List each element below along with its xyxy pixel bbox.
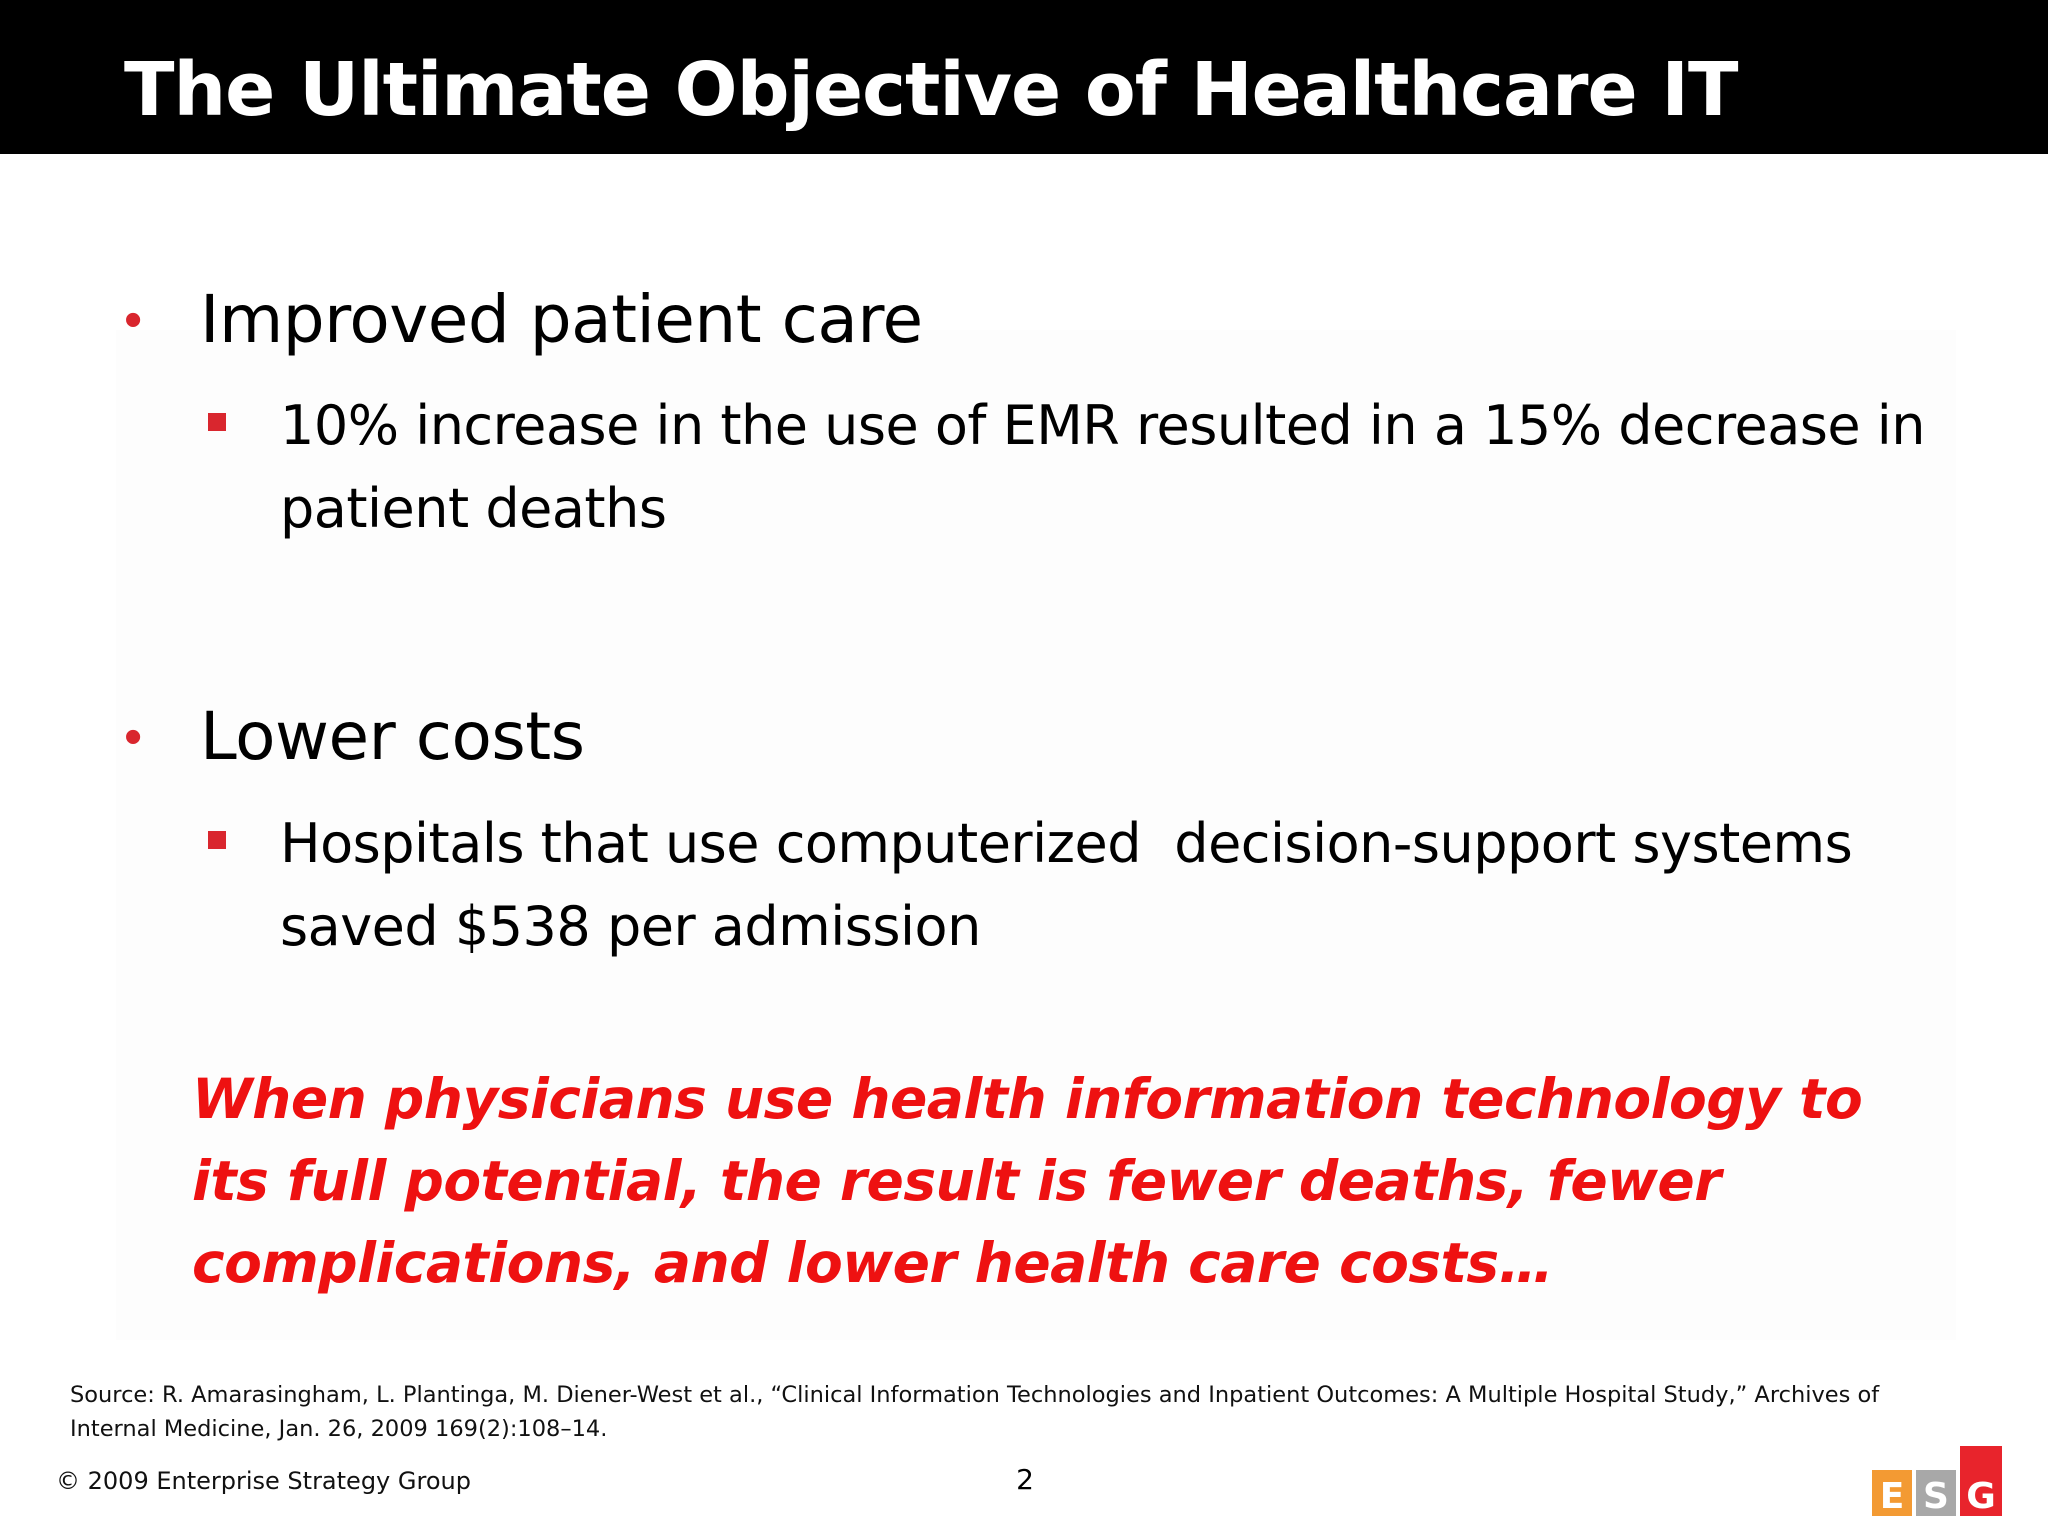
logo-letter-s: S	[1923, 1476, 1949, 1517]
highlight-quote: When physicians use health information technology to its full potential, the result is fewer deaths, fewer complications, and lower health care costs…	[192, 1067, 1863, 1295]
page-number: 2	[1016, 1463, 1034, 1496]
sub-bullet-emr-stat: 10% increase in the use of EMR resulted in a 15% decrease in patient deaths	[280, 394, 1926, 540]
bullet-dot-icon: •	[124, 708, 143, 766]
logo-letter-e: E	[1879, 1476, 1905, 1517]
logo-letter-g: G	[1966, 1476, 1996, 1517]
slide-title: The Ultimate Objective of Healthcare IT	[124, 47, 1738, 133]
square-bullet-icon	[208, 831, 226, 849]
bullet-lower-costs: Lower costs	[200, 698, 585, 775]
bullet-dot-icon: •	[124, 291, 143, 349]
square-bullet-icon	[208, 413, 226, 431]
title-bar	[0, 0, 2048, 154]
copyright-notice: © 2009 Enterprise Strategy Group	[56, 1467, 471, 1495]
esg-logo	[1868, 1446, 2006, 1520]
source-citation: Source: R. Amarasingham, L. Plantinga, M. Diener-West et al., “Clinical Information Technologies and Inpatient Outcomes: A Multiple Hospital Study,” Archives of Internal Medicine, Jan. 26, 2009 169(2):108–14.	[70, 1382, 1880, 1442]
bullet-improved-patient-care: Improved patient care	[200, 281, 923, 358]
sub-bullet-savings-stat: Hospitals that use computerized decision-support systems saved $538 per admission	[280, 812, 1869, 958]
